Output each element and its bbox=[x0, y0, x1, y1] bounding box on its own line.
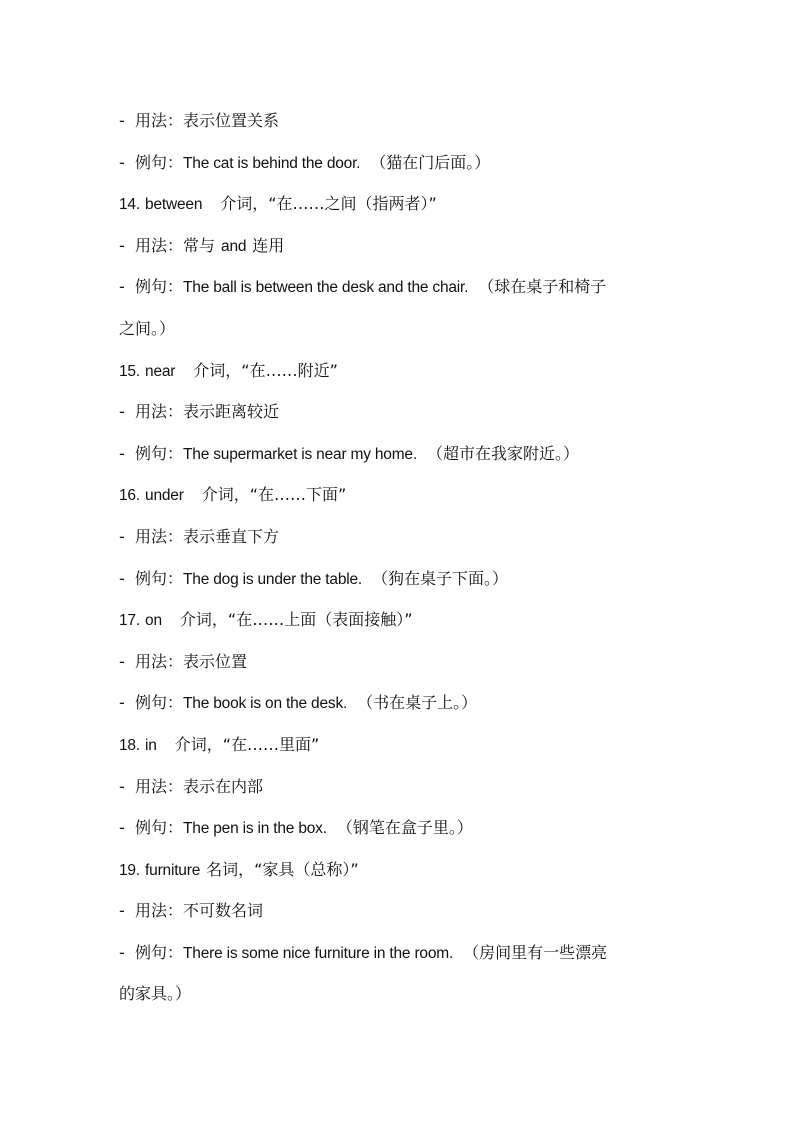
part-of-speech: 介词， bbox=[220, 194, 269, 214]
usage-line-17 bbox=[119, 641, 689, 683]
bullet-dash: - bbox=[119, 651, 125, 671]
usage-line-13 bbox=[119, 100, 689, 142]
example-chinese: （球在桌子和椅子 bbox=[478, 277, 607, 297]
usage-text: 不可数名词 bbox=[183, 901, 264, 921]
entry-number: 16. bbox=[119, 487, 140, 505]
example-label: 例句： bbox=[135, 443, 184, 463]
usage-text-part: 常与 bbox=[183, 235, 216, 255]
entry-word: under bbox=[145, 487, 184, 505]
usage-text: 表示位置 bbox=[183, 651, 248, 671]
word-heading-19 bbox=[119, 849, 689, 891]
usage-text: 表示距离较近 bbox=[183, 402, 280, 422]
word-heading-14 bbox=[119, 183, 689, 225]
usage-text: 表示在内部 bbox=[183, 776, 264, 796]
usage-label: 用法： bbox=[135, 651, 184, 671]
example-chinese: （钢笔在盒子里。） bbox=[336, 818, 473, 838]
word-meaning: “在……之间（指两者）” bbox=[268, 194, 437, 214]
example-line-16 bbox=[119, 558, 689, 600]
usage-label: 用法： bbox=[135, 235, 184, 255]
example-english: There is some nice furniture in the room. bbox=[183, 944, 454, 962]
entry-number: 18. bbox=[119, 736, 140, 754]
usage-label: 用法： bbox=[135, 111, 184, 130]
example-chinese: （猫在门后面。） bbox=[370, 152, 491, 172]
example-line-14 bbox=[119, 266, 689, 308]
word-heading-15 bbox=[119, 350, 689, 392]
example-line-15 bbox=[119, 433, 689, 475]
word-meaning: “在……附近” bbox=[241, 360, 338, 380]
example-line-14-cont bbox=[119, 308, 689, 350]
usage-text-part: 连用 bbox=[252, 235, 285, 255]
entry-word: near bbox=[145, 362, 176, 380]
usage-label: 用法： bbox=[135, 402, 184, 422]
entry-number: 15. bbox=[119, 362, 140, 380]
example-english: The pen is in the box. bbox=[183, 820, 327, 838]
word-heading-16 bbox=[119, 474, 689, 516]
usage-text-part: and bbox=[221, 237, 247, 255]
entry-word: between bbox=[145, 196, 203, 214]
bullet-dash: - bbox=[119, 235, 125, 255]
example-label: 例句： bbox=[135, 568, 184, 588]
example-line-13 bbox=[119, 142, 689, 184]
usage-line-19 bbox=[119, 890, 689, 932]
example-line-19-cont bbox=[119, 973, 689, 1015]
bullet-dash: - bbox=[119, 526, 125, 546]
word-meaning: “在……上面（表面接触）” bbox=[227, 610, 413, 630]
example-english: The ball is between the desk and the chair. bbox=[183, 279, 469, 297]
bullet-dash: - bbox=[119, 277, 125, 297]
word-meaning: “家具（总称）” bbox=[254, 859, 359, 879]
example-line-17 bbox=[119, 682, 689, 724]
entry-number: 14. bbox=[119, 196, 140, 214]
example-chinese-continued: 的家具。） bbox=[119, 984, 192, 1004]
usage-line-14 bbox=[119, 225, 689, 267]
example-label: 例句： bbox=[135, 693, 184, 713]
example-chinese: （房间里有一些漂亮 bbox=[463, 942, 608, 962]
word-meaning: “在……下面” bbox=[249, 485, 347, 505]
bullet-dash: - bbox=[119, 402, 125, 422]
example-label: 例句： bbox=[135, 152, 184, 172]
usage-label: 用法： bbox=[135, 526, 184, 546]
example-chinese: （超市在我家附近。） bbox=[426, 443, 579, 463]
example-chinese: （狗在桌子下面。） bbox=[372, 568, 509, 588]
usage-text: 表示垂直下方 bbox=[183, 526, 280, 546]
entry-word: in bbox=[145, 736, 157, 754]
word-meaning: “在……里面” bbox=[222, 734, 320, 754]
usage-label: 用法： bbox=[135, 776, 184, 796]
entry-word: furniture bbox=[145, 861, 201, 879]
example-english: The dog is under the table. bbox=[183, 570, 363, 588]
part-of-speech: 介词， bbox=[201, 485, 250, 505]
part-of-speech: 介词， bbox=[174, 734, 223, 754]
bullet-dash: - bbox=[119, 776, 125, 796]
document-page bbox=[119, 100, 689, 1015]
bullet-dash: - bbox=[119, 152, 125, 172]
bullet-dash: - bbox=[119, 111, 125, 130]
example-chinese: （书在桌子上。） bbox=[357, 693, 478, 713]
part-of-speech: 介词， bbox=[179, 610, 228, 630]
example-line-19 bbox=[119, 932, 689, 974]
usage-line-18 bbox=[119, 766, 689, 808]
part-of-speech: 名词， bbox=[206, 859, 255, 879]
example-english: The cat is behind the door. bbox=[183, 154, 361, 172]
word-heading-18 bbox=[119, 724, 689, 766]
example-label: 例句： bbox=[135, 818, 184, 838]
bullet-dash: - bbox=[119, 818, 125, 838]
example-line-18 bbox=[119, 807, 689, 849]
bullet-dash: - bbox=[119, 901, 125, 921]
part-of-speech: 介词， bbox=[193, 360, 242, 380]
bullet-dash: - bbox=[119, 693, 125, 713]
usage-line-16 bbox=[119, 516, 689, 558]
entry-number: 19. bbox=[119, 861, 140, 879]
bullet-dash: - bbox=[119, 443, 125, 463]
example-label: 例句： bbox=[135, 277, 184, 297]
entry-word: on bbox=[145, 612, 162, 630]
word-heading-17 bbox=[119, 599, 689, 641]
usage-label: 用法： bbox=[135, 901, 184, 921]
usage-line-15 bbox=[119, 391, 689, 433]
example-label: 例句： bbox=[135, 942, 184, 962]
example-english: The book is on the desk. bbox=[183, 695, 348, 713]
usage-text: 表示位置关系 bbox=[183, 111, 280, 130]
example-english: The supermarket is near my home. bbox=[183, 445, 417, 463]
bullet-dash: - bbox=[119, 942, 125, 962]
example-chinese-continued: 之间。） bbox=[119, 318, 176, 338]
entry-number: 17. bbox=[119, 612, 140, 630]
bullet-dash: - bbox=[119, 568, 125, 588]
